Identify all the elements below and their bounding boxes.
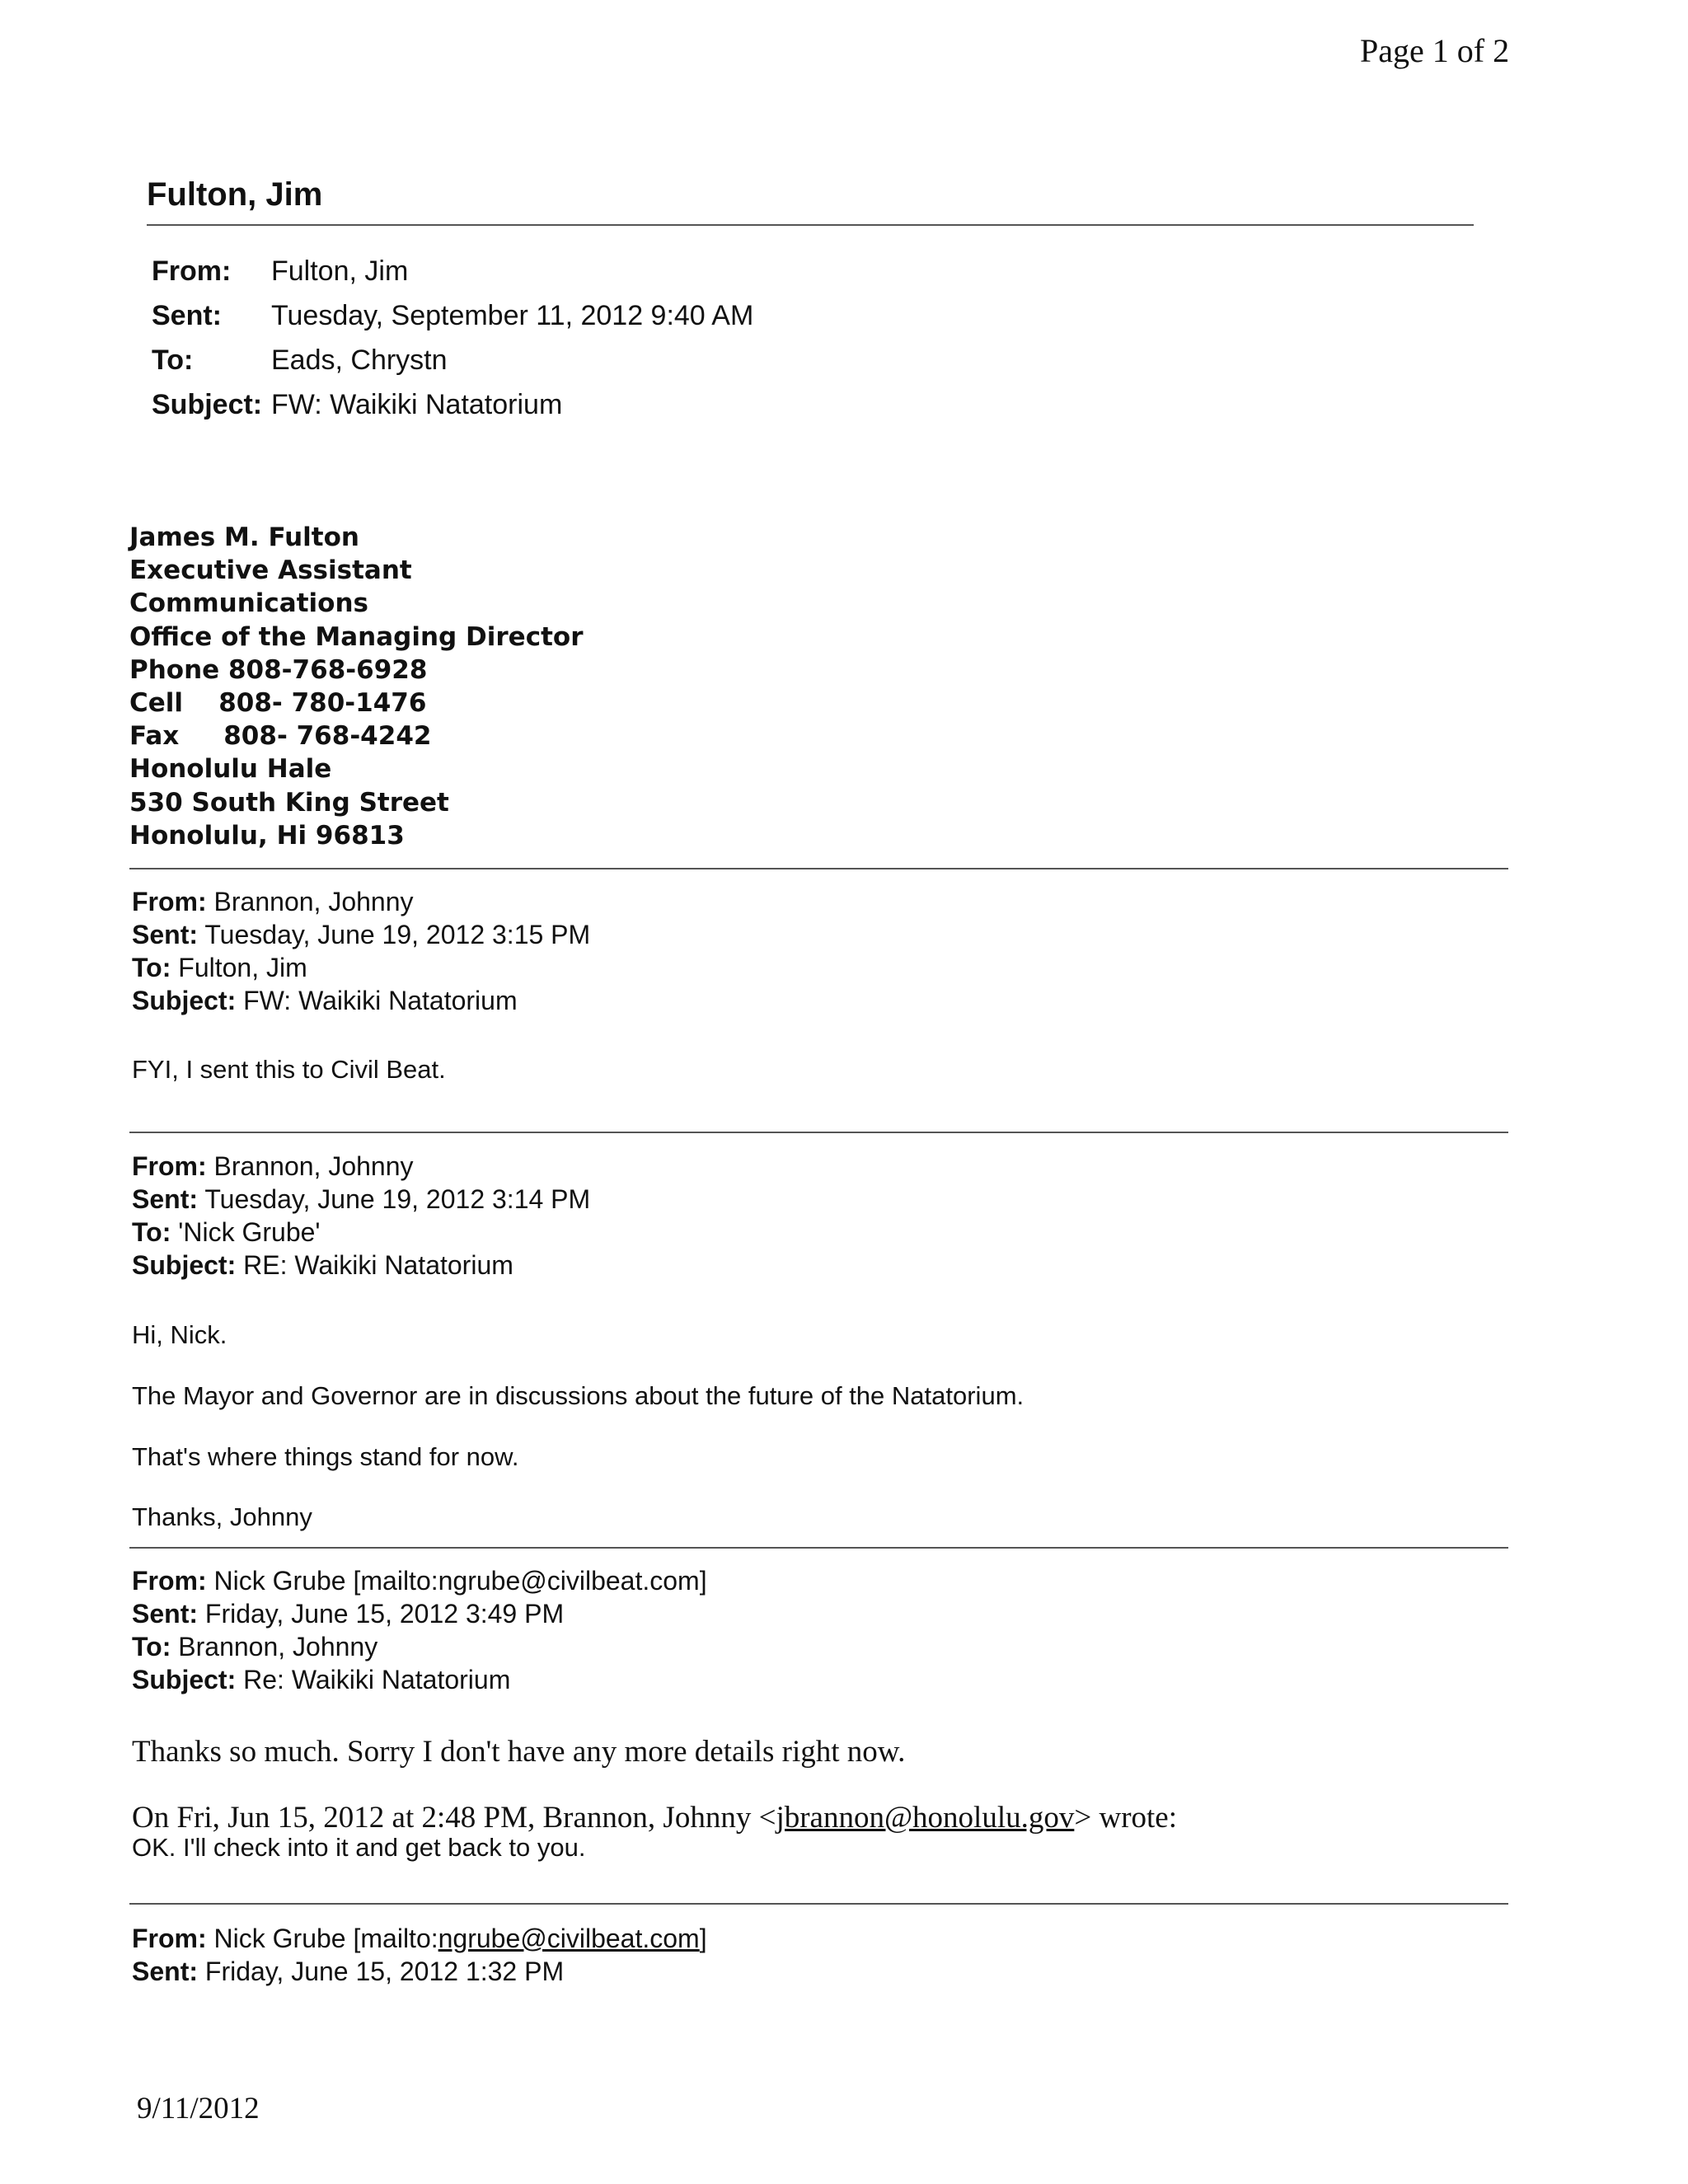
signature-building: Honolulu Hale	[129, 754, 332, 785]
from-value: Brannon, Johnny	[213, 1151, 414, 1181]
from-label: From:	[132, 887, 207, 916]
message-divider	[129, 1132, 1508, 1133]
header-sent-row	[152, 293, 753, 338]
signature-city: Honolulu, Hi 96813	[129, 820, 405, 851]
subject-label: Subject:	[132, 1665, 237, 1694]
header-from-row	[152, 249, 753, 293]
subject-value: Re: Waikiki Natatorium	[243, 1665, 511, 1694]
title-divider	[147, 224, 1474, 226]
sent-label: Sent:	[132, 1599, 198, 1629]
sent-value: Friday, June 15, 2012 3:49 PM	[204, 1599, 565, 1629]
message-greeting: Hi, Nick.	[132, 1320, 227, 1349]
email-header	[152, 249, 753, 427]
from-value-suffix: ]	[699, 1924, 707, 1953]
subject-label: Subject:	[132, 1250, 237, 1280]
sent-value: Tuesday, June 19, 2012 3:14 PM	[204, 1184, 591, 1214]
message-divider	[129, 868, 1508, 869]
quoted-message: OK. I'll check into it and get back to you.	[132, 1833, 586, 1862]
message-body: FYI, I sent this to Civil Beat.	[132, 1055, 446, 1084]
to-label: To:	[132, 1632, 171, 1661]
signature-street: 530 South King Street	[129, 787, 449, 818]
message-divider	[129, 1903, 1508, 1905]
signature-title: Executive Assistant	[129, 555, 412, 586]
signature-block	[129, 521, 583, 852]
from-value-prefix: Nick Grube [mailto:	[213, 1924, 438, 1953]
header-to-row	[152, 338, 753, 382]
to-value: Brannon, Johnny	[178, 1632, 378, 1661]
header-value: Eads, Chrystn	[271, 344, 448, 376]
document-title: Fulton, Jim	[147, 176, 323, 213]
to-label: To:	[132, 953, 171, 982]
forwarded-message-header	[132, 1150, 590, 1282]
message-paragraph: That's where things stand for now.	[132, 1442, 519, 1471]
header-value: FW: Waikiki Natatorium	[271, 389, 563, 420]
from-label: From:	[132, 1151, 207, 1181]
to-value: Fulton, Jim	[178, 953, 307, 982]
signature-cell: Cell 808- 780-1476	[129, 688, 427, 719]
from-label: From:	[132, 1924, 207, 1953]
email-link[interactable]: jbrannon@honolulu.gov	[776, 1801, 1075, 1835]
page-number: Page 1 of 2	[1360, 32, 1510, 69]
message-signoff: Thanks, Johnny	[132, 1502, 312, 1531]
signature-office: Office of the Managing Director	[129, 621, 584, 652]
footer-date: 9/11/2012	[137, 2092, 260, 2125]
signature-fax: Fax 808- 768-4242	[129, 721, 432, 752]
sent-value: Friday, June 15, 2012 1:32 PM	[204, 1957, 565, 1986]
subject-value: RE: Waikiki Natatorium	[243, 1250, 513, 1280]
header-value: Tuesday, September 11, 2012 9:40 AM	[271, 300, 754, 331]
sent-value: Tuesday, June 19, 2012 3:15 PM	[204, 920, 591, 949]
email-link[interactable]: ngrube@civilbeat.com	[438, 1924, 700, 1953]
header-value: Fulton, Jim	[271, 255, 409, 287]
sent-label: Sent:	[132, 1184, 198, 1214]
signature-name: James M. Fulton	[129, 523, 359, 552]
header-label: To:	[152, 344, 194, 376]
to-value: 'Nick Grube'	[178, 1217, 321, 1247]
header-label: Sent:	[152, 300, 222, 331]
forwarded-message-header	[132, 1922, 707, 1988]
subject-value: FW: Waikiki Natatorium	[243, 986, 518, 1015]
from-value: Brannon, Johnny	[213, 887, 414, 916]
message-paragraph: Thanks so much. Sorry I don't have any more details right now.	[132, 1735, 906, 1769]
header-subject-row	[152, 382, 753, 427]
quoted-attribution	[132, 1800, 1177, 1835]
attribution-text: On Fri, Jun 15, 2012 at 2:48 PM, Brannon, Johnny <	[132, 1801, 776, 1835]
message-paragraph: The Mayor and Governor are in discussions about the future of the Natatorium.	[132, 1381, 1025, 1410]
from-label: From:	[132, 1566, 207, 1596]
attribution-suffix: > wrote:	[1074, 1801, 1177, 1835]
signature-phone: Phone 808-768-6928	[129, 654, 428, 685]
header-label: From:	[152, 255, 232, 287]
signature-department: Communications	[129, 588, 368, 619]
message-divider	[129, 1547, 1508, 1549]
subject-label: Subject:	[132, 986, 237, 1015]
header-label: Subject:	[152, 389, 263, 420]
forwarded-message-header	[132, 1564, 707, 1696]
from-value: Nick Grube [mailto:ngrube@civilbeat.com]	[213, 1566, 707, 1596]
to-label: To:	[132, 1217, 171, 1247]
sent-label: Sent:	[132, 1957, 198, 1986]
forwarded-message-header	[132, 885, 590, 1017]
sent-label: Sent:	[132, 920, 198, 949]
